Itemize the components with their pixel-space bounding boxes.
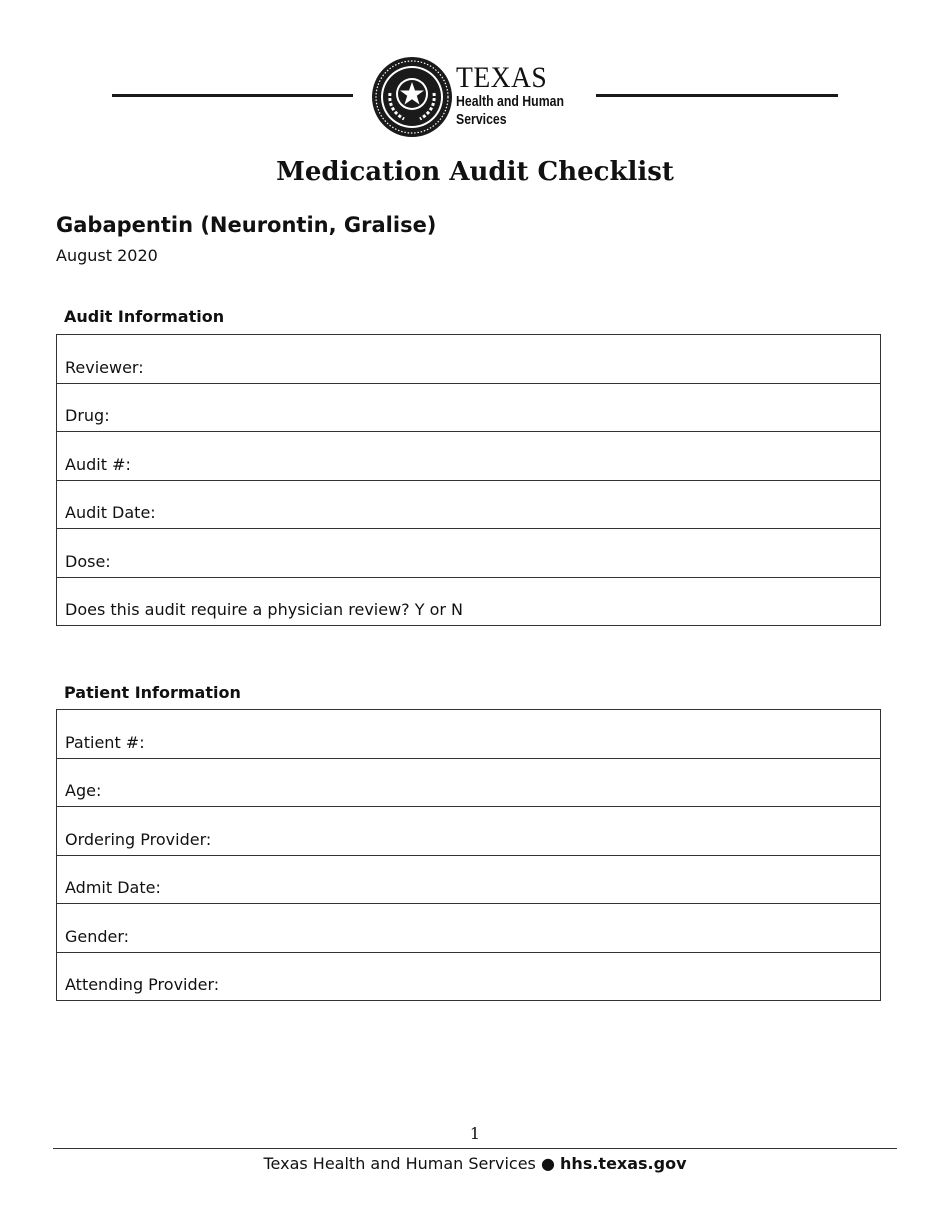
audit-information-table bbox=[56, 334, 881, 626]
page-number: 1 bbox=[469, 1124, 481, 1143]
page-footer bbox=[0, 1154, 950, 1173]
audit-field-dose[interactable]: Dose: bbox=[57, 529, 880, 578]
drug-heading: Gabapentin (Neurontin, Gralise) bbox=[56, 213, 437, 237]
audit-section-heading: Audit Information bbox=[64, 307, 225, 326]
audit-field-audit-number[interactable]: Audit #: bbox=[57, 432, 880, 481]
header-rule-right bbox=[596, 94, 838, 97]
patient-field-attending-provider[interactable]: Attending Provider: bbox=[57, 953, 880, 1002]
header-rule-left bbox=[112, 94, 353, 97]
logo-line-2: Services bbox=[456, 111, 507, 128]
logo-line-1: Health and Human bbox=[456, 93, 564, 110]
texas-seal-icon bbox=[370, 55, 454, 139]
audit-field-audit-date[interactable]: Audit Date: bbox=[57, 481, 880, 530]
patient-information-table bbox=[56, 709, 881, 1001]
patient-field-admit-date[interactable]: Admit Date: bbox=[57, 856, 880, 905]
patient-field-age[interactable]: Age: bbox=[57, 759, 880, 808]
footer-rule bbox=[53, 1148, 897, 1149]
audit-field-reviewer[interactable]: Reviewer: bbox=[57, 335, 880, 384]
footer-org: Texas Health and Human Services bbox=[263, 1154, 536, 1173]
patient-section-heading: Patient Information bbox=[64, 683, 241, 702]
patient-field-ordering-provider[interactable]: Ordering Provider: bbox=[57, 807, 880, 856]
hhs-logo bbox=[370, 55, 585, 139]
patient-field-patient-number[interactable]: Patient #: bbox=[57, 710, 880, 759]
document-date: August 2020 bbox=[56, 246, 158, 265]
footer-separator: ● bbox=[540, 1154, 555, 1173]
audit-field-drug[interactable]: Drug: bbox=[57, 384, 880, 433]
footer-website-link[interactable]: hhs.texas.gov bbox=[560, 1154, 687, 1173]
document-title: Medication Audit Checklist bbox=[276, 157, 674, 187]
logo-wordmark: TEXAS bbox=[456, 61, 548, 94]
patient-field-gender[interactable]: Gender: bbox=[57, 904, 880, 953]
audit-field-physician-review[interactable]: Does this audit require a physician review? Y or N bbox=[57, 578, 880, 627]
